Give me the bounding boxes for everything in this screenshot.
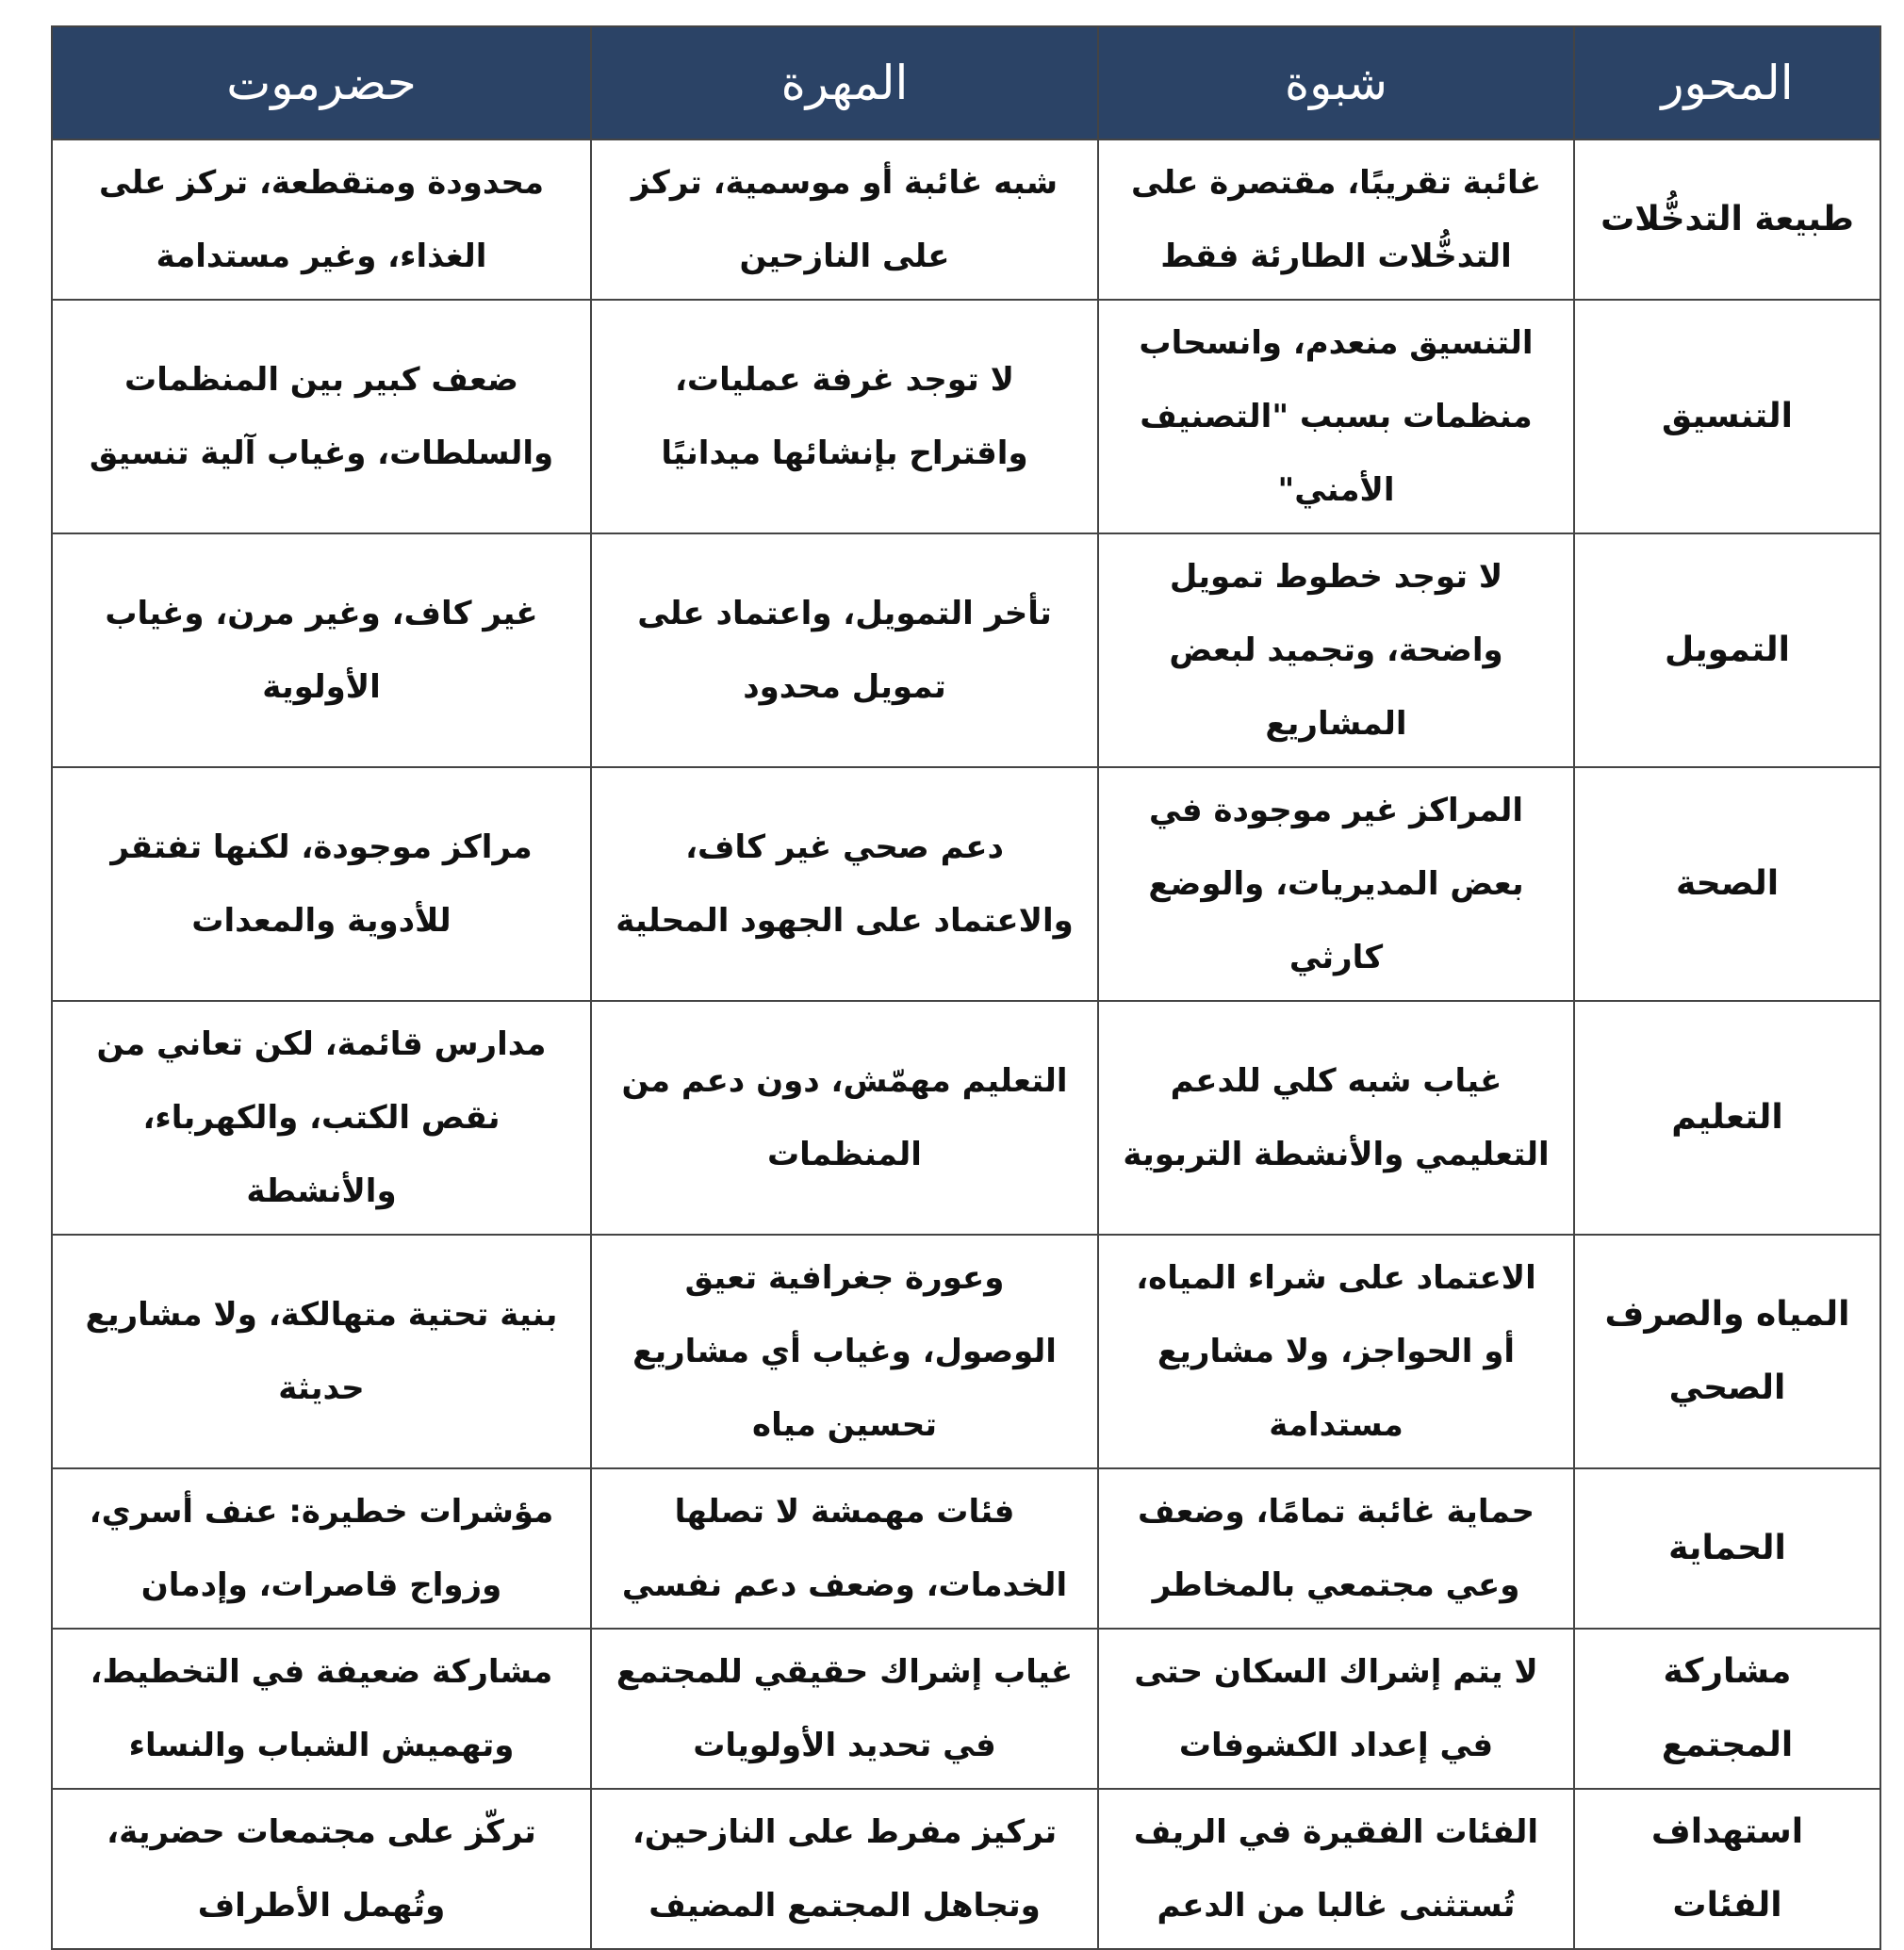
shabwa-cell: الفئات الفقيرة في الريف تُستثنى غالبا من الدعم <box>1098 1789 1574 1949</box>
table-row <box>52 1789 1880 1949</box>
shabwa-cell: غائبة تقريبًا، مقتصرة على التدخُّلات الطارئة فقط <box>1098 139 1574 300</box>
table-row <box>52 767 1880 1001</box>
header-hadramout: حضرموت <box>52 26 591 139</box>
table-row <box>52 1001 1880 1235</box>
hadramout-cell: مراكز موجودة، لكنها تفتقر للأدوية والمعدات <box>52 767 591 1001</box>
table-row <box>52 1235 1880 1468</box>
hadramout-cell: بنية تحتية متهالكة، ولا مشاريع حديثة <box>52 1235 591 1468</box>
mahra-cell: غياب إشراك حقيقي للمجتمع في تحديد الأولويات <box>591 1629 1098 1789</box>
shabwa-cell: لا توجد خطوط تمويل واضحة، وتجميد لبعض المشاريع <box>1098 533 1574 767</box>
hadramout-cell: تركّز على مجتمعات حضرية، وتُهمل الأطراف <box>52 1789 591 1949</box>
row-axis-cell: استهداف الفئات <box>1574 1789 1880 1949</box>
row-axis-cell: الحماية <box>1574 1468 1880 1629</box>
shabwa-cell: غياب شبه كلي للدعم التعليمي والأنشطة التربوية <box>1098 1001 1574 1235</box>
shabwa-cell: حماية غائبة تمامًا، وضعف وعي مجتمعي بالمخاطر <box>1098 1468 1574 1629</box>
shabwa-cell: التنسيق منعدم، وانسحاب منظمات بسبب "التصنيف الأمني" <box>1098 300 1574 533</box>
hadramout-cell: محدودة ومتقطعة، تركز على الغذاء، وغير مستدامة <box>52 139 591 300</box>
row-axis-cell: المياه والصرف الصحي <box>1574 1235 1880 1468</box>
mahra-cell: فئات مهمشة لا تصلها الخدمات، وضعف دعم نفسي <box>591 1468 1098 1629</box>
hadramout-cell: مشاركة ضعيفة في التخطيط، وتهميش الشباب والنساء <box>52 1629 591 1789</box>
mahra-cell: وعورة جغرافية تعيق الوصول، وغياب أي مشاريع تحسين مياه <box>591 1235 1098 1468</box>
mahra-cell: تركيز مفرط على النازحين، وتجاهل المجتمع المضيف <box>591 1789 1098 1949</box>
table-row <box>52 1468 1880 1629</box>
hadramout-cell: غير كاف، وغير مرن، وغياب الأولوية <box>52 533 591 767</box>
row-axis-cell: التمويل <box>1574 533 1880 767</box>
header-shabwa: شبوة <box>1098 26 1574 139</box>
mahra-cell: التعليم مهمّش، دون دعم من المنظمات <box>591 1001 1098 1235</box>
shabwa-cell: الاعتماد على شراء المياه، أو الحواجز، ولا مشاريع مستدامة <box>1098 1235 1574 1468</box>
mahra-cell: شبه غائبة أو موسمية، تركز على النازحين <box>591 139 1098 300</box>
mahra-cell: لا توجد غرفة عمليات، واقتراح بإنشائها ميدانيًا <box>591 300 1098 533</box>
header-mahra: المهرة <box>591 26 1098 139</box>
table-header-row <box>52 26 1880 139</box>
row-axis-cell: التعليم <box>1574 1001 1880 1235</box>
row-axis-cell: طبيعة التدخُّلات <box>1574 139 1880 300</box>
hadramout-cell: مؤشرات خطيرة: عنف أسري، وزواج قاصرات، وإدمان <box>52 1468 591 1629</box>
row-axis-cell: مشاركة المجتمع <box>1574 1629 1880 1789</box>
table-row <box>52 139 1880 300</box>
table-row <box>52 533 1880 767</box>
shabwa-cell: لا يتم إشراك السكان حتى في إعداد الكشوفات <box>1098 1629 1574 1789</box>
table-row <box>52 300 1880 533</box>
table-row <box>52 1629 1880 1789</box>
row-axis-cell: الصحة <box>1574 767 1880 1001</box>
hadramout-cell: مدارس قائمة، لكن تعاني من نقص الكتب، والكهرباء، والأنشطة <box>52 1001 591 1235</box>
mahra-cell: تأخر التمويل، واعتماد على تمويل محدود <box>591 533 1098 767</box>
header-axis: المحور <box>1574 26 1880 139</box>
hadramout-cell: ضعف كبير بين المنظمات والسلطات، وغياب آلية تنسيق <box>52 300 591 533</box>
row-axis-cell: التنسيق <box>1574 300 1880 533</box>
mahra-cell: دعم صحي غير كاف، والاعتماد على الجهود المحلية <box>591 767 1098 1001</box>
comparison-table <box>51 25 1881 1950</box>
shabwa-cell: المراكز غير موجودة في بعض المديريات، والوضع كارثي <box>1098 767 1574 1001</box>
comparison-table-container <box>53 25 1881 1950</box>
